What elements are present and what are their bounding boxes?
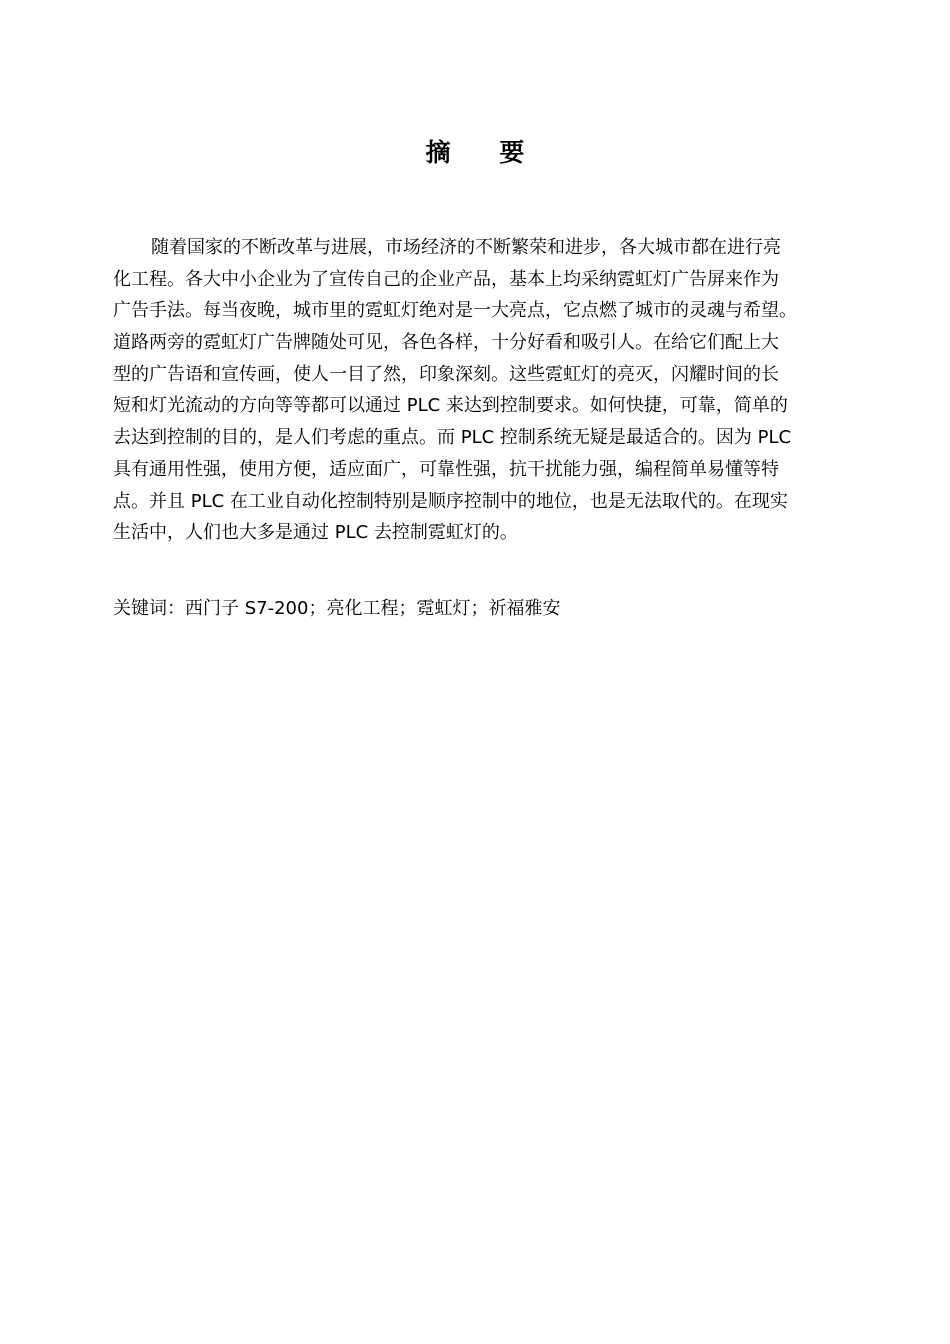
abstract-line: 型的广告语和宣传画，使人一目了然，印象深刻。这些霓虹灯的亮灭，闪耀时间的长 xyxy=(113,363,779,385)
abstract-line: 点。并且 PLC 在工业自动化控制特别是顺序控制中的地位，也是无法取代的。在现实 xyxy=(113,490,788,512)
keywords-line: 关键词：西门子 S7-200；亮化工程；霓虹灯；祈福雅安 xyxy=(113,598,561,619)
page-title: 摘 要 xyxy=(425,138,545,167)
abstract-line: 生活中，人们也大多是通过 PLC 去控制霓虹灯的。 xyxy=(113,522,518,544)
abstract-line: 道路两旁的霓虹灯广告牌随处可见，各色各样，十分好看和吸引人。在给它们配上大 xyxy=(113,332,779,354)
abstract-line: 去达到控制的目的，是人们考虑的重点。而 PLC 控制系统无疑是最适合的。因为 PLC xyxy=(113,427,792,449)
abstract-line: 具有通用性强，使用方便，适应面广，可靠性强，抗干扰能力强，编程简单易懂等特 xyxy=(113,458,779,480)
abstract-line: 短和灯光流动的方向等等都可以通过 PLC 来达到控制要求。如何快捷，可靠，简单的 xyxy=(113,395,788,417)
abstract-line: 广告手法。每当夜晚，城市里的霓虹灯绝对是一大亮点，它点燃了城市的灵魂与希望。 xyxy=(113,300,797,322)
abstract-line: 化工程。各大中小企业为了宣传自己的企业产品，基本上均采纳霓虹灯广告屏来作为 xyxy=(113,268,779,290)
abstract-paragraph xyxy=(113,232,840,549)
abstract-line: 随着国家的不断改革与进展，市场经济的不断繁荣和进步，各大城市都在进行亮 xyxy=(151,237,781,258)
